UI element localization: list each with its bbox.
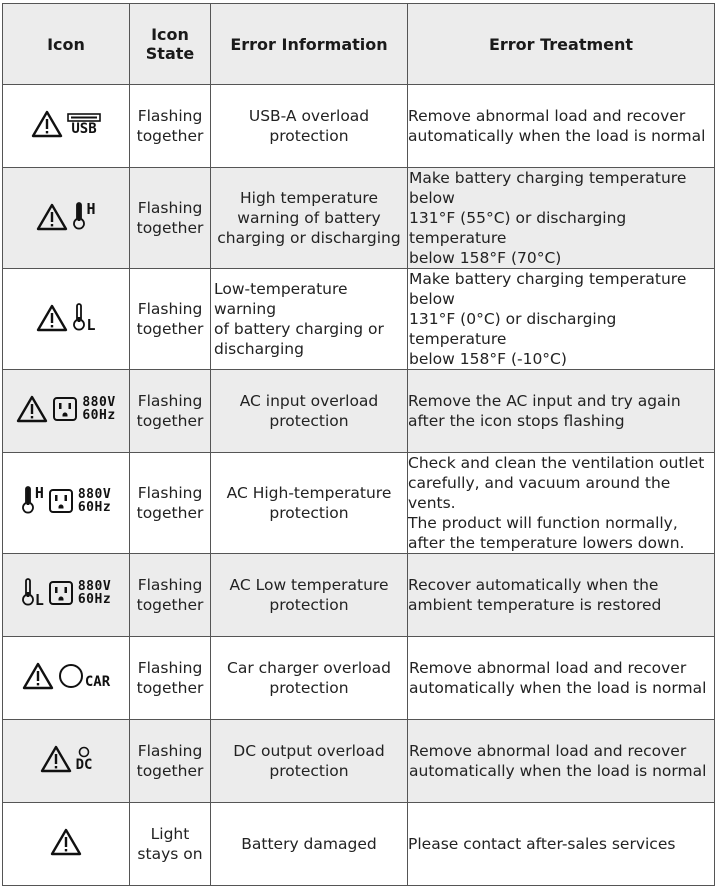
- header-error-treatment: Error Treatment: [408, 4, 715, 85]
- usb-label: USB: [71, 120, 97, 137]
- car-charger-icon: [58, 663, 110, 689]
- volts-label: 880V: [77, 579, 112, 594]
- thermometer-high-icon: [21, 486, 44, 516]
- error-information: AC Low temperature protection: [211, 554, 408, 637]
- error-treatment: Remove abnormal load and recover automatically when the load is normal: [408, 720, 715, 803]
- ac-readout: [78, 488, 111, 514]
- warning-icon: [36, 304, 68, 332]
- thermometer-high-icon: [72, 199, 96, 232]
- table-row: [3, 554, 715, 637]
- icon-state: Flashing together: [130, 554, 211, 637]
- ac-readout: [82, 396, 115, 422]
- icon-cell: [3, 554, 130, 637]
- error-table: [2, 3, 715, 886]
- dc-output-icon: [76, 746, 93, 772]
- dc-label: DC: [75, 757, 93, 773]
- volts-label: 880V: [82, 395, 116, 410]
- warning-icon: [22, 662, 54, 690]
- error-treatment: Make battery charging temperature below 131°F (55°C) or discharging temperature below 158°F (70°C): [408, 168, 715, 269]
- error-information: USB-A overload protection: [211, 85, 408, 168]
- icon-cell: [3, 85, 130, 168]
- icon-cell: [3, 720, 130, 803]
- high-label: H: [34, 484, 44, 502]
- error-treatment: Remove abnormal load and recover automatically when the load is normal: [408, 637, 715, 720]
- icon-cell: [3, 269, 130, 370]
- hertz-label: 60Hz: [82, 408, 116, 423]
- error-treatment: Please contact after-sales services: [408, 803, 715, 886]
- warning-icon: [16, 395, 48, 423]
- icon-state: Light stays on: [130, 803, 211, 886]
- hertz-label: 60Hz: [77, 500, 112, 515]
- icon-state: Flashing together: [130, 85, 211, 168]
- table-row: [3, 803, 715, 886]
- error-treatment: Make battery charging temperature below 131°F (0°C) or discharging temperature below 158°F (-10°C): [408, 269, 715, 370]
- high-label: H: [86, 199, 96, 218]
- volts-label: 880V: [77, 487, 112, 502]
- ac-readout: [78, 580, 111, 606]
- thermometer-low-icon: [72, 303, 95, 333]
- ac-outlet-icon: [52, 396, 78, 422]
- usb-icon: [67, 113, 101, 136]
- icon-cell: [3, 168, 130, 269]
- icon-state: Flashing together: [130, 453, 211, 554]
- icon-cell: [3, 370, 130, 453]
- table-row: [3, 453, 715, 554]
- icon-cell: [3, 803, 130, 886]
- error-information: DC output overload protection: [211, 720, 408, 803]
- header-error-information: Error Information: [211, 4, 408, 85]
- icon-state: Flashing together: [130, 168, 211, 269]
- error-information: High temperature warning of battery charging or discharging: [211, 168, 408, 269]
- error-treatment: Check and clean the ventilation outlet carefully, and vacuum around the vents. The product will function normally, after the temperature lowers down.: [408, 453, 715, 554]
- error-information: Low-temperature warning of battery charging or discharging: [211, 269, 408, 370]
- error-treatment: Remove abnormal load and recover automatically when the load is normal: [408, 85, 715, 168]
- header-icon: Icon: [3, 4, 130, 85]
- ac-outlet-icon: [48, 580, 74, 606]
- header-row: [3, 4, 715, 85]
- icon-cell: [3, 453, 130, 554]
- icon-cell: [3, 637, 130, 720]
- table-row: [3, 85, 715, 168]
- thermometer-low-icon: [21, 578, 44, 608]
- error-information: Car charger overload protection: [211, 637, 408, 720]
- car-label: CAR: [84, 674, 111, 690]
- warning-icon: [31, 110, 63, 138]
- table-row: [3, 168, 715, 269]
- warning-icon: [40, 745, 72, 773]
- error-information: AC High-temperature protection: [211, 453, 408, 554]
- error-treatment: Remove the AC input and try again after the icon stops flashing: [408, 370, 715, 453]
- error-information: AC input overload protection: [211, 370, 408, 453]
- warning-icon: [50, 828, 82, 856]
- table-row: [3, 370, 715, 453]
- icon-state: Flashing together: [130, 269, 211, 370]
- warning-icon: [36, 203, 68, 231]
- icon-state: Flashing together: [130, 720, 211, 803]
- error-information: Battery damaged: [211, 803, 408, 886]
- icon-state: Flashing together: [130, 370, 211, 453]
- table-row: [3, 720, 715, 803]
- header-icon-state: Icon State: [130, 4, 211, 85]
- error-treatment: Recover automatically when the ambient temperature is restored: [408, 554, 715, 637]
- ac-outlet-icon: [48, 488, 74, 514]
- low-label: L: [86, 315, 96, 334]
- low-label: L: [34, 591, 44, 609]
- table-row: [3, 269, 715, 370]
- table-row: [3, 637, 715, 720]
- hertz-label: 60Hz: [77, 592, 112, 607]
- icon-state: Flashing together: [130, 637, 211, 720]
